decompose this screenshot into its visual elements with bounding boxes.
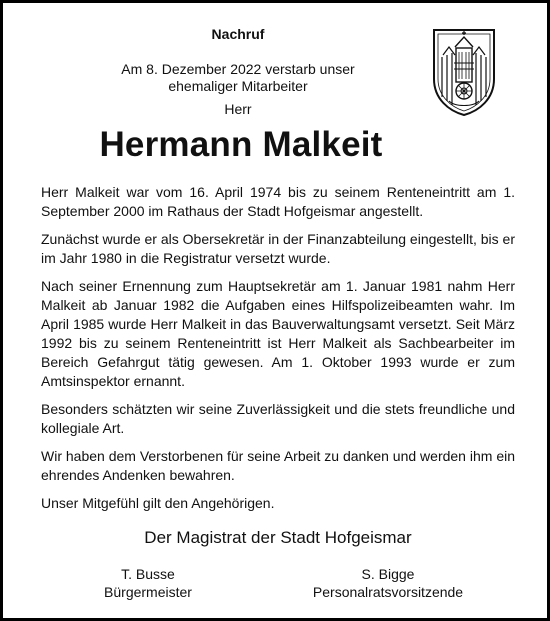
obituary-paragraph: Besonders schätzten wir seine Zuverlässigkeit und die stets freundliche und kollegiale Art.: [41, 401, 515, 436]
announcement-line: ehemaliger Mitarbeiter: [168, 78, 308, 94]
signer-staff-council: [285, 565, 491, 601]
deceased-name: Hermann Malkeit: [99, 125, 383, 164]
death-announcement: [83, 61, 393, 95]
signature-block: [3, 523, 550, 613]
obituary-paragraph: Herr Malkeit war vom 16. April 1974 bis zu seinem Renteneintritt am 1. September 2000 im Rathaus der Stadt Hofgeismar angestellt.: [41, 184, 515, 219]
signer-name: T. Busse: [121, 566, 175, 582]
city-coat-of-arms-icon: [431, 27, 497, 117]
signer-name: S. Bigge: [361, 566, 415, 582]
obituary-paragraph: Wir haben dem Verstorbenen für seine Arbeit zu danken und werden ihm ein ehrendes Andenken bewahren.: [41, 448, 515, 483]
sender-organization: Der Magistrat der Stadt Hofgeismar: [144, 528, 412, 547]
obituary-body: [41, 183, 515, 513]
salutation: Herr: [224, 101, 252, 117]
obituary-header: [3, 3, 550, 164]
obituary-paragraph: Zunächst wurde er als Obersekretär in der Finanzabteilung eingestellt, bis er im Jahr 1980 in die Registratur versetzt wurde.: [41, 231, 515, 266]
signer-mayor: [73, 565, 223, 601]
signer-title: Personalratsvorsitzende: [312, 584, 464, 600]
announcement-line: Am 8. Dezember 2022 verstarb unser: [121, 61, 355, 77]
notice-kicker: Nachruf: [211, 26, 265, 42]
signer-title: Bürgermeister: [104, 584, 192, 600]
obituary-paragraph: Unser Mitgefühl gilt den Angehörigen.: [41, 495, 275, 511]
obituary-paragraph: Nach seiner Ernennung zum Hauptsekretär am 1. Januar 1981 nahm Herr Malkeit ab Januar 1982 die Aufgaben eines Hilfspolizeibeamten wahr. Im April 1985 wurde Herr Malkeit in das Bauverwaltungsamt versetzt. Seit März 1992 bis zu seinem Renteneintritt ist Herr Malkeit als Sachbearbeiter im Bereich Gefahrgut tätig gewesen. Am 1. Oktober 1993 wurde er zum Amtsinspektor ernannt.: [41, 278, 515, 389]
